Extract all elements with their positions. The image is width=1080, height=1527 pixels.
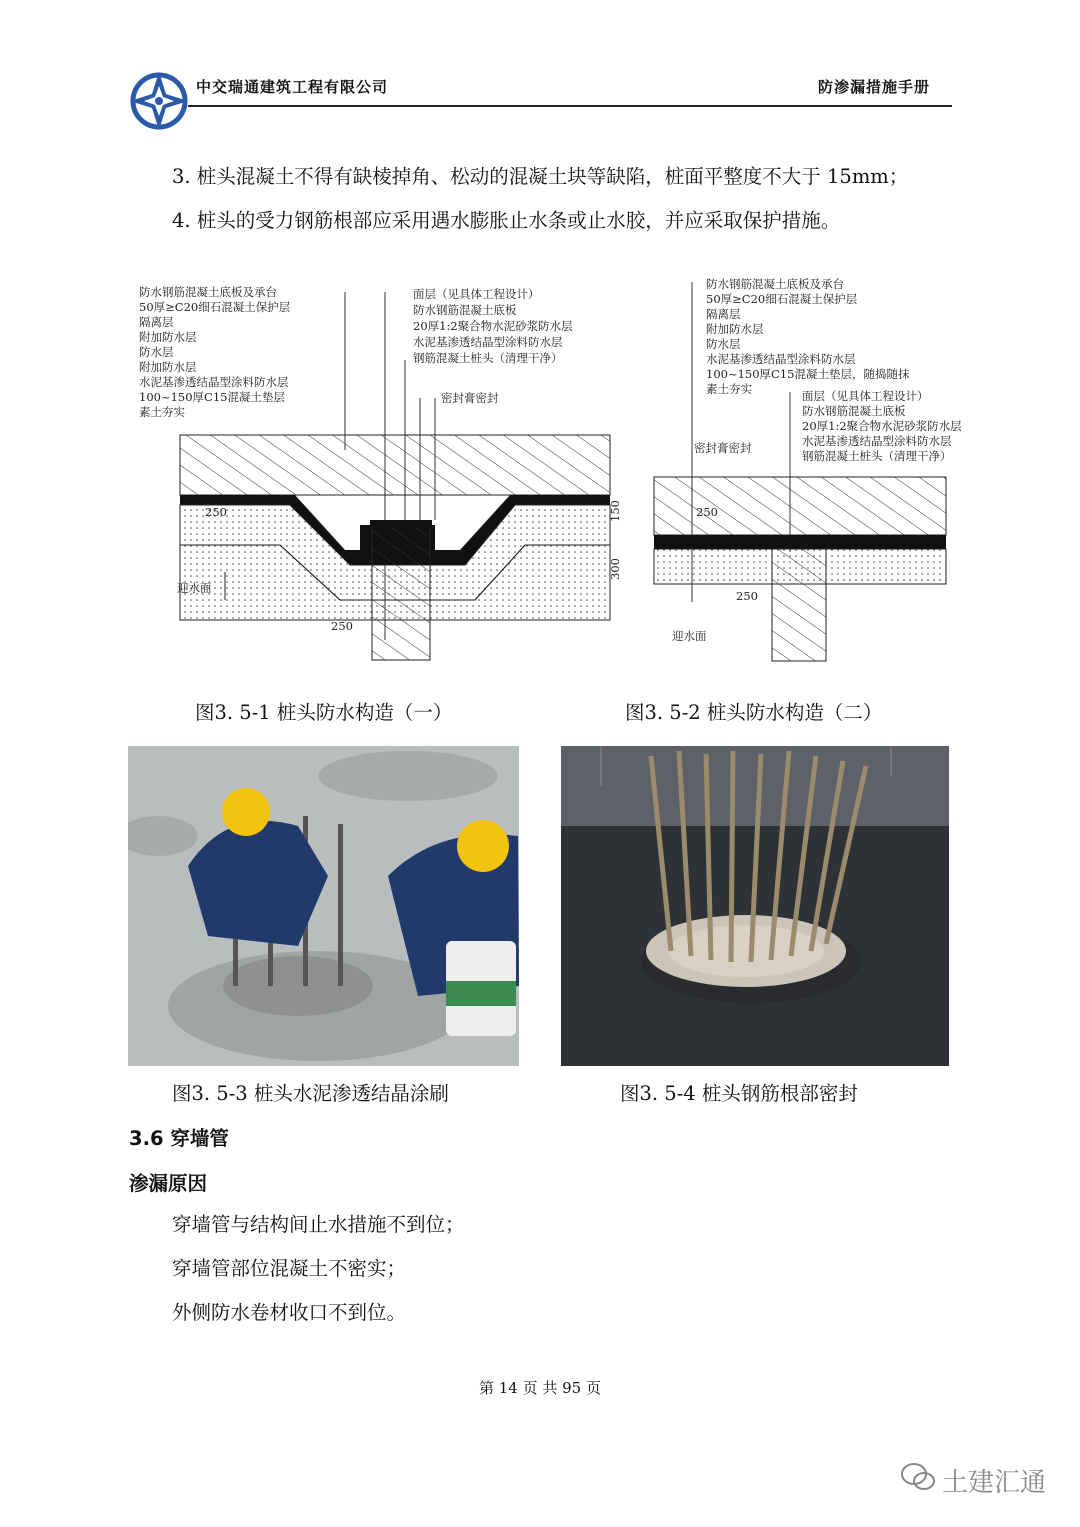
- f2-label-4: 附加防水层: [706, 322, 764, 336]
- f1-label-2: 50厚≥C20细石混凝土保护层: [139, 300, 291, 314]
- f2-label-3: 隔离层: [706, 307, 741, 321]
- f2-dim-250b: 250: [736, 589, 758, 603]
- f2-label-6: 水泥基渗透结晶型涂料防水层: [706, 352, 856, 366]
- reason-3: 外侧防水卷材收口不到位。: [172, 1301, 407, 1324]
- item-3: 3. 桩头混凝土不得有缺棱掉角、松动的混凝土块等缺陷，桩面平整度不大于 15mm；: [172, 165, 909, 188]
- f1-label-7: 水泥基渗透结晶型涂料防水层: [139, 375, 289, 389]
- f2-rlabel-3: 20厚1:2聚合物水泥砂浆防水层: [802, 419, 962, 433]
- photo-pile-coating: [128, 746, 519, 1066]
- f2-water-face: 迎水面: [672, 629, 707, 643]
- f2-label-1: 防水钢筋混凝土底板及承台: [706, 277, 844, 291]
- figure-2-caption: 图3. 5-2 桩头防水构造（二）: [625, 701, 883, 724]
- f2-rlabel-4: 水泥基渗透结晶型涂料防水层: [802, 434, 952, 448]
- f2-rlabel-2: 防水钢筋混凝土底板: [802, 404, 906, 418]
- f2-rlabel-5: 钢筋混凝土桩头（清理干净）: [802, 449, 952, 463]
- f1-rlabel-4: 水泥基渗透结晶型涂料防水层: [413, 335, 563, 349]
- page-number: 第 14 页 共 95 页: [478, 1379, 601, 1397]
- f1-label-8: 100~150厚C15混凝土垫层: [139, 390, 285, 404]
- f1-label-6: 附加防水层: [139, 360, 197, 374]
- f1-label-3: 隔离层: [139, 315, 174, 329]
- f1-label-4: 附加防水层: [139, 330, 197, 344]
- watermark-text: 土建汇通: [941, 1468, 1046, 1498]
- company-logo: [128, 68, 190, 134]
- company-name: 中交瑞通建筑工程有限公司: [196, 78, 389, 96]
- f1-seal-label: 密封膏密封: [441, 391, 499, 405]
- f2-label-7: 100~150厚C15混凝土垫层，随捣随抹: [706, 367, 910, 381]
- f1-label-9: 素土夯实: [139, 405, 185, 419]
- watermark: [900, 1462, 1046, 1499]
- f2-rlabel-1: 面层（见具体工程设计）: [802, 389, 929, 403]
- f1-label-1: 防水钢筋混凝土底板及承台: [139, 285, 277, 299]
- f1-rlabel-1: 面层（见具体工程设计）: [413, 287, 540, 301]
- f1-dim-250: 250: [205, 505, 227, 519]
- reason-1: 穿墙管与结构间止水措施不到位；: [172, 1213, 465, 1236]
- manual-title: 防渗漏措施手册: [818, 78, 931, 96]
- photo-rebar-seal: [561, 746, 949, 1066]
- photo-3-caption: 图3. 5-3 桩头水泥渗透结晶涂刷: [172, 1082, 449, 1105]
- f2-label-8: 素土夯实: [706, 382, 752, 396]
- f1-dim-300: 300: [608, 558, 622, 580]
- figure-1-diagram: [135, 280, 625, 665]
- f1-rlabel-3: 20厚1:2聚合物水泥砂浆防水层: [413, 319, 573, 333]
- f2-dim-250: 250: [696, 505, 718, 519]
- photo-4-caption: 图3. 5-4 桩头钢筋根部密封: [620, 1082, 858, 1105]
- figure-2-diagram: [650, 272, 995, 665]
- f1-dim-150: 150: [608, 500, 622, 522]
- f2-seal-label: 密封膏密封: [694, 441, 752, 455]
- figure-1-caption: 图3. 5-1 桩头防水构造（一）: [195, 701, 453, 724]
- f1-water-face: 迎水面: [177, 581, 212, 595]
- reason-2: 穿墙管部位混凝土不密实；: [172, 1257, 407, 1280]
- sub-heading: 渗漏原因: [129, 1172, 208, 1195]
- header-rule: [188, 105, 952, 107]
- f1-rlabel-5: 钢筋混凝土桩头（清理干净）: [413, 351, 563, 365]
- section-heading: 3.6 穿墙管: [129, 1127, 229, 1150]
- wechat-icon: [900, 1462, 936, 1499]
- f2-label-2: 50厚≥C20细石混凝土保护层: [706, 292, 858, 306]
- f1-rlabel-2: 防水钢筋混凝土底板: [413, 303, 517, 317]
- f1-dim-250b: 250: [331, 619, 353, 633]
- item-4: 4. 桩头的受力钢筋根部应采用遇水膨胀止水条或止水胶，并应采取保护措施。: [172, 209, 841, 232]
- f2-label-5: 防水层: [706, 337, 741, 351]
- f1-label-5: 防水层: [139, 345, 174, 359]
